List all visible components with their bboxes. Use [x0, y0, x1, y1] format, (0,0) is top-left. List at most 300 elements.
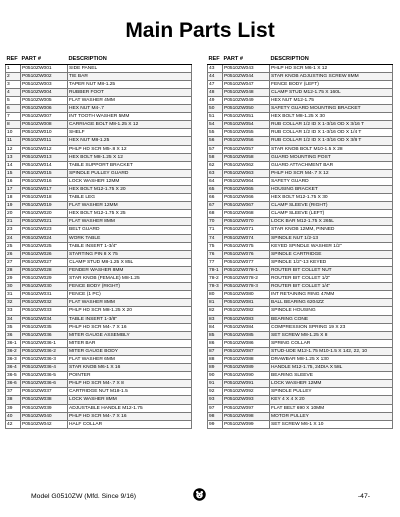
table-row	[6, 129, 192, 137]
table-row	[208, 153, 393, 161]
description-cell: HEX NUT M8-1.25	[68, 137, 192, 145]
part-number-cell: P0510ZW023	[21, 226, 68, 234]
part-number-cell: P0510ZW076	[223, 250, 270, 258]
table-row	[6, 283, 192, 291]
table-row	[208, 121, 393, 129]
ref-cell: 87	[208, 347, 223, 355]
table-row	[6, 210, 192, 218]
part-number-cell: P0510ZW077	[223, 258, 270, 266]
part-number-cell: P0510ZW063	[223, 169, 270, 177]
table-row	[208, 283, 393, 291]
part-number-cell: P0510ZW071	[223, 226, 270, 234]
part-number-cell: P0510ZW078-2	[223, 275, 270, 283]
table-row	[6, 364, 192, 372]
description-cell: FENCE (1 PC)	[68, 291, 192, 299]
table-row	[6, 64, 192, 72]
part-number-cell: P0510ZW028	[21, 266, 68, 274]
table-row	[6, 250, 192, 258]
table-row	[6, 113, 192, 121]
part-number-cell: P0510ZW005	[21, 96, 68, 104]
ref-cell: 36-3	[6, 355, 21, 363]
table-row	[6, 404, 192, 412]
part-number-cell: P0510ZW066	[223, 194, 270, 202]
part-number-cell: P0510ZW038	[21, 396, 68, 404]
description-cell: STAR KNOB ADJUSTING SCREW 8MM	[270, 72, 393, 80]
ref-cell: 78-3	[208, 283, 223, 291]
part-number-cell: P0510ZW081	[223, 299, 270, 307]
part-number-cell: P0510ZW016	[21, 177, 68, 185]
ref-cell: 16	[6, 177, 21, 185]
description-cell: ROUTER BIT COLLET NUT	[270, 266, 393, 274]
table-row	[6, 299, 192, 307]
part-number-cell: P0510ZW032	[21, 299, 68, 307]
description-cell: STAR KNOB 12MM, PINNED	[270, 226, 393, 234]
description-cell: FENCE BODY (LEFT)	[270, 80, 393, 88]
table-row	[208, 88, 393, 96]
part-number-cell: P0510ZW021	[21, 218, 68, 226]
description-cell: SPINDLE 1/2"-13 KEYED	[270, 258, 393, 266]
table-row	[208, 266, 393, 274]
ref-cell: 10	[6, 129, 21, 137]
description-cell: STARTING PIN 8 X 75	[68, 250, 192, 258]
ref-cell: 29	[6, 275, 21, 283]
table-row	[6, 153, 192, 161]
ref-cell: 92	[208, 388, 223, 396]
part-number-cell: P0510ZW036-4	[21, 364, 68, 372]
part-number-cell: P0510ZW036-6	[21, 380, 68, 388]
part-number-cell: P0510ZW007	[21, 113, 68, 121]
table-row	[6, 347, 192, 355]
ref-cell: 80	[208, 291, 223, 299]
table-row	[208, 420, 393, 428]
part-number-cell: P0510ZW078-3	[223, 283, 270, 291]
table-row	[208, 161, 393, 169]
ref-cell: 44	[208, 72, 223, 80]
description-cell: POINTER	[68, 372, 192, 380]
ref-cell: 37	[6, 388, 21, 396]
part-number-cell: P0510ZW089	[223, 364, 270, 372]
part-number-cell: P0510ZW002	[21, 72, 68, 80]
ref-cell: 26	[6, 250, 21, 258]
ref-cell: 36-1	[6, 339, 21, 347]
part-number-cell: P0510ZW054	[223, 121, 270, 129]
table-row	[208, 202, 393, 210]
part-number-header: PART #	[223, 56, 270, 64]
table-row	[208, 331, 393, 339]
table-row	[6, 121, 192, 129]
part-number-cell: P0510ZW058	[223, 153, 270, 161]
description-cell: STAR KNOB BOLT M10-1.5 X 28	[270, 145, 393, 153]
ref-cell: 47	[208, 80, 223, 88]
ref-cell: 4	[6, 88, 21, 96]
description-cell: STAR KNOB (FEMALE) M8-1.25	[68, 275, 192, 283]
table-row	[208, 186, 393, 194]
part-number-cell: P0510ZW075	[223, 242, 270, 250]
ref-cell: 36	[6, 331, 21, 339]
part-number-cell: P0510ZW004	[21, 88, 68, 96]
table-row	[6, 315, 192, 323]
ref-cell: 82	[208, 307, 223, 315]
ref-cell: 91	[208, 380, 223, 388]
part-number-cell: P0510ZW088	[223, 355, 270, 363]
part-number-cell: P0510ZW042	[21, 420, 68, 428]
part-number-cell: P0510ZW034	[21, 315, 68, 323]
ref-cell: 31	[6, 291, 21, 299]
part-number-cell: P0510ZW084	[223, 323, 270, 331]
part-number-cell: P0510ZW097	[223, 404, 270, 412]
description-cell: FLAT WASHER 4MM	[68, 96, 192, 104]
ref-cell: 74	[208, 234, 223, 242]
part-number-cell: P0510ZW030	[21, 283, 68, 291]
ref-cell: 88	[208, 355, 223, 363]
part-number-cell: P0510ZW018	[21, 194, 68, 202]
table-row	[208, 226, 393, 234]
description-cell: PHLP HD SCR M4-.7 X 8	[68, 380, 192, 388]
description-cell: FENDER WASHER 8MM	[68, 266, 192, 274]
ref-cell: 77	[208, 258, 223, 266]
part-number-cell: P0510ZW003	[21, 80, 68, 88]
ref-cell: 84	[208, 323, 223, 331]
ref-header: REF	[6, 56, 21, 64]
part-number-cell: P0510ZW036-3	[21, 355, 68, 363]
table-row	[6, 355, 192, 363]
part-number-cell: P0510ZW035	[21, 323, 68, 331]
description-cell: HEX BOLT M12-1.75 X 30	[270, 194, 393, 202]
description-cell: SPINDLE HOUSING	[270, 307, 393, 315]
description-cell: MOTOR PULLEY	[270, 412, 393, 420]
ref-cell: 30	[6, 283, 21, 291]
description-cell: SIDE PANEL	[68, 64, 192, 72]
description-cell: HEX BOLT M12-1.75 X 25	[68, 210, 192, 218]
ref-cell: 40	[6, 412, 21, 420]
description-cell: GUARD ATTACHMENT BAR	[270, 161, 393, 169]
page-title: Main Parts List	[125, 19, 275, 42]
ref-cell: 86	[208, 339, 223, 347]
ref-cell: 56	[208, 137, 223, 145]
part-number-cell: P0510ZW031	[21, 291, 68, 299]
description-cell: LOCK WASHER 12MM	[270, 380, 393, 388]
description-cell: BEARING CONE	[270, 315, 393, 323]
part-number-cell: P0510ZW027	[21, 258, 68, 266]
description-cell: TABLE SUPPORT BRACKET	[68, 161, 192, 169]
part-number-cell: P0510ZW033	[21, 307, 68, 315]
ref-cell: 17	[6, 186, 21, 194]
table-row	[208, 275, 393, 283]
ref-cell: 11	[6, 137, 21, 145]
part-number-cell: P0510ZW074	[223, 234, 270, 242]
description-cell: PHLP HD SCR M4-.7 X 16	[68, 323, 192, 331]
part-number-cell: P0510ZW011	[21, 137, 68, 145]
description-cell: TABLE LEG	[68, 194, 192, 202]
table-row	[6, 396, 192, 404]
description-cell: SAFETY GUARD	[270, 177, 393, 185]
table-row	[208, 234, 393, 242]
part-number-cell: P0510ZW064	[223, 177, 270, 185]
description-cell: KEY 4 X 4 X 20	[270, 396, 393, 404]
description-cell: RUB COLLAR 1/2 ID X 1-3/16 OD X 3/8 T	[270, 137, 393, 145]
table-row	[6, 372, 192, 380]
ref-cell: 13	[6, 153, 21, 161]
table-row	[6, 307, 192, 315]
ref-cell: 28	[6, 266, 21, 274]
ref-header: REF	[208, 56, 223, 64]
ref-cell: 14	[6, 161, 21, 169]
table-row	[208, 339, 393, 347]
description-cell: HEX BOLT M12-1.75 X 20	[68, 186, 192, 194]
table-row	[6, 80, 192, 88]
description-cell: DRAWBAR M8-1.25 X 130	[270, 355, 393, 363]
description-cell: HEX NUT M12-1.75	[270, 96, 393, 104]
ref-cell: 81	[208, 299, 223, 307]
table-row	[6, 266, 192, 274]
description-cell: HOUSING BRACKET	[270, 186, 393, 194]
ref-cell: 75	[208, 242, 223, 250]
ref-cell: 63	[208, 169, 223, 177]
table-row	[6, 105, 192, 113]
description-cell: KEYED SPINDLE WASHER 1/2"	[270, 242, 393, 250]
part-number-cell: P0510ZW025	[21, 242, 68, 250]
table-row	[208, 96, 393, 104]
part-number-cell: P0510ZW090	[223, 372, 270, 380]
description-cell: SAFETY GUARD MOUNTING BRACKET	[270, 105, 393, 113]
ref-cell: 33	[6, 307, 21, 315]
ref-cell: 49	[208, 96, 223, 104]
description-cell: SET SCREW M8-1.25 X 8	[270, 331, 393, 339]
part-number-cell: P0510ZW082	[223, 307, 270, 315]
table-row	[208, 355, 393, 363]
part-number-cell: P0510ZW008	[21, 121, 68, 129]
table-row	[6, 202, 192, 210]
part-number-cell: P0510ZW036-5	[21, 372, 68, 380]
table-row	[6, 88, 192, 96]
description-cell: LOCK WASHER 12MM	[68, 177, 192, 185]
table-row	[208, 396, 393, 404]
part-number-cell: P0510ZW056	[223, 137, 270, 145]
part-number-cell: P0510ZW057	[223, 145, 270, 153]
part-number-cell: P0510ZW068	[223, 210, 270, 218]
description-cell: SPINDLE PULLEY	[270, 388, 393, 396]
ref-cell: 36-2	[6, 347, 21, 355]
part-number-cell: P0510ZW087	[223, 347, 270, 355]
description-cell: ROUTER BIT COLLET 1/4"	[270, 283, 393, 291]
table-row	[208, 137, 393, 145]
description-cell: HEX NUT M4-.7	[68, 105, 192, 113]
description-cell: PHLP HD SCR M5-.8 X 12	[68, 145, 192, 153]
part-number-cell: P0510ZW049	[223, 96, 270, 104]
table-row	[208, 72, 393, 80]
description-cell: FLAT WASHER 12MM	[68, 202, 192, 210]
part-number-cell: P0510ZW037	[21, 388, 68, 396]
table-row	[208, 380, 393, 388]
description-cell: PHLP HD SCR M4-.7 X 16	[68, 412, 192, 420]
part-number-cell: P0510ZW092	[223, 388, 270, 396]
table-row	[208, 242, 393, 250]
table-row	[6, 388, 192, 396]
ref-cell: 23	[6, 226, 21, 234]
description-cell: FLAT BELT 690 X 10MM	[270, 404, 393, 412]
part-number-cell: P0510ZW036	[21, 331, 68, 339]
ref-cell: 97	[208, 404, 223, 412]
table-row	[208, 218, 393, 226]
table-row	[208, 64, 393, 72]
description-cell: HALF COLLAR	[68, 420, 192, 428]
ref-cell: 67	[208, 202, 223, 210]
table-row	[208, 307, 393, 315]
part-number-cell: P0510ZW029	[21, 275, 68, 283]
parts-table-right	[207, 56, 393, 429]
description-cell: CLAMP SLEEVE (RIGHT)	[270, 202, 393, 210]
ref-cell: 32	[6, 299, 21, 307]
table-row	[208, 194, 393, 202]
table-row	[6, 275, 192, 283]
description-cell: RUB COLLAR 1/2 ID X 1-3/16 OD X 3/16 T	[270, 121, 393, 129]
table-row	[6, 72, 192, 80]
part-number-cell: P0510ZW048	[223, 88, 270, 96]
table-header-row	[6, 56, 192, 64]
part-number-cell: P0510ZW093	[223, 396, 270, 404]
description-cell: BELT GUARD	[68, 226, 192, 234]
part-number-cell: P0510ZW014	[21, 161, 68, 169]
description-cell: PHLP HD SCR M4-.7 X 12	[270, 169, 393, 177]
ref-cell: 64	[208, 177, 223, 185]
ref-cell: 20	[6, 210, 21, 218]
ref-cell: 12	[6, 145, 21, 153]
ref-cell: 78-2	[208, 275, 223, 283]
part-number-cell: P0510ZW040	[21, 412, 68, 420]
ref-cell: 58	[208, 153, 223, 161]
ref-cell: 70	[208, 218, 223, 226]
table-row	[208, 404, 393, 412]
part-number-cell: P0510ZW051	[223, 113, 270, 121]
part-number-cell: P0510ZW043	[223, 64, 270, 72]
ref-cell: 51	[208, 113, 223, 121]
description-cell: RUBBER FOOT	[68, 88, 192, 96]
table-row	[6, 137, 192, 145]
part-number-cell: P0510ZW067	[223, 202, 270, 210]
ref-cell: 57	[208, 145, 223, 153]
description-cell: MITER BAR	[68, 339, 192, 347]
ref-cell: 34	[6, 315, 21, 323]
table-row	[6, 145, 192, 153]
description-cell: PHLP HD SCR M6-1 X 12	[270, 64, 393, 72]
ref-cell: 98	[208, 412, 223, 420]
table-row	[6, 169, 192, 177]
table-row	[6, 291, 192, 299]
ref-cell: 76	[208, 250, 223, 258]
table-row	[6, 186, 192, 194]
description-cell: LOCK BAR M12-1.75 X 265L	[270, 218, 393, 226]
description-cell: FLAT WASHER 8MM	[68, 299, 192, 307]
table-row	[6, 96, 192, 104]
ref-cell: 7	[6, 113, 21, 121]
description-header: DESCRIPTION	[68, 56, 192, 64]
part-number-cell: P0510ZW080	[223, 291, 270, 299]
description-cell: WORK TABLE	[68, 234, 192, 242]
description-cell: FLAT WASHER 8MM	[68, 218, 192, 226]
table-row	[208, 80, 393, 88]
part-number-cell: P0510ZW091	[223, 380, 270, 388]
description-cell: FENCE BODY (RIGHT)	[68, 283, 192, 291]
part-number-cell: P0510ZW015	[21, 169, 68, 177]
description-cell: SPINDLE PULLEY GUARD	[68, 169, 192, 177]
description-cell: STUD-UDE M12-1.75 M10-1.5 X 142, 22, 10	[270, 347, 393, 355]
description-cell: SET SCREW M6-1 X 10	[270, 420, 393, 428]
table-row	[6, 258, 192, 266]
ref-cell: 35	[6, 323, 21, 331]
description-cell: CARTRIDGE NUT M18-1.5	[68, 388, 192, 396]
part-number-cell: P0510ZW013	[21, 153, 68, 161]
part-number-cell: P0510ZW098	[223, 412, 270, 420]
part-number-cell: P0510ZW085	[223, 331, 270, 339]
table-row	[6, 234, 192, 242]
parts-table-left-body	[6, 64, 192, 428]
part-number-cell: P0510ZW036-1	[21, 339, 68, 347]
description-cell: SPRING COLLAR	[270, 339, 393, 347]
ref-cell: 68	[208, 210, 223, 218]
part-number-cell: P0510ZW024	[21, 234, 68, 242]
part-number-cell: P0510ZW006	[21, 105, 68, 113]
description-cell: HANDLE M12-1.75, 24DIA X 58L	[270, 364, 393, 372]
table-row	[6, 194, 192, 202]
ref-cell: 83	[208, 315, 223, 323]
table-row	[6, 339, 192, 347]
part-number-cell: P0510ZW086	[223, 339, 270, 347]
description-cell: SPINDLE NUT 1/2-13	[270, 234, 393, 242]
part-number-cell: P0510ZW062	[223, 161, 270, 169]
ref-cell: 2	[6, 72, 21, 80]
ref-cell: 50	[208, 105, 223, 113]
part-number-cell: P0510ZW020	[21, 210, 68, 218]
part-number-cell: P0510ZW078-1	[223, 266, 270, 274]
ref-cell: 93	[208, 396, 223, 404]
table-row	[208, 105, 393, 113]
description-cell: TABLE INSERT 1-3/4"	[68, 242, 192, 250]
part-number-cell: P0510ZW047	[223, 80, 270, 88]
table-row	[208, 177, 393, 185]
description-cell: LOCK WASHER 8MM	[68, 396, 192, 404]
description-cell: SPINDLE CARTRIDGE	[270, 250, 393, 258]
ref-cell: 38	[6, 396, 21, 404]
table-row	[208, 113, 393, 121]
table-row	[208, 291, 393, 299]
table-row	[6, 177, 192, 185]
footer-model: Model G0510ZW (Mfd. Since 9/16)	[31, 493, 137, 500]
ref-cell: 8	[6, 121, 21, 129]
table-header-row	[208, 56, 393, 64]
table-row	[208, 250, 393, 258]
part-number-cell: P0510ZW019	[21, 202, 68, 210]
table-row	[6, 380, 192, 388]
description-cell: STAR KNOB M6-1 X 16	[68, 364, 192, 372]
ref-cell: 21	[6, 218, 21, 226]
part-number-cell: P0510ZW026	[21, 250, 68, 258]
description-cell: ROUTER BIT COLLET 1/2"	[270, 275, 393, 283]
description-cell: HEX BOLT M8-1.25 X 30	[270, 113, 393, 121]
table-row	[6, 161, 192, 169]
table-row	[6, 242, 192, 250]
description-cell: INT RETAINING RING 47MM	[270, 291, 393, 299]
table-row	[208, 347, 393, 355]
table-row	[208, 210, 393, 218]
part-number-cell: P0510ZW050	[223, 105, 270, 113]
table-row	[208, 364, 393, 372]
description-cell: ADJUSTABLE HANDLE M12-1.75	[68, 404, 192, 412]
table-row	[208, 323, 393, 331]
table-row	[6, 226, 192, 234]
ref-cell: 19	[6, 202, 21, 210]
description-cell: RUB COLLAR 1/2 ID X 1-3/16 OD X 1/4 T	[270, 129, 393, 137]
part-number-cell: P0510ZW083	[223, 315, 270, 323]
